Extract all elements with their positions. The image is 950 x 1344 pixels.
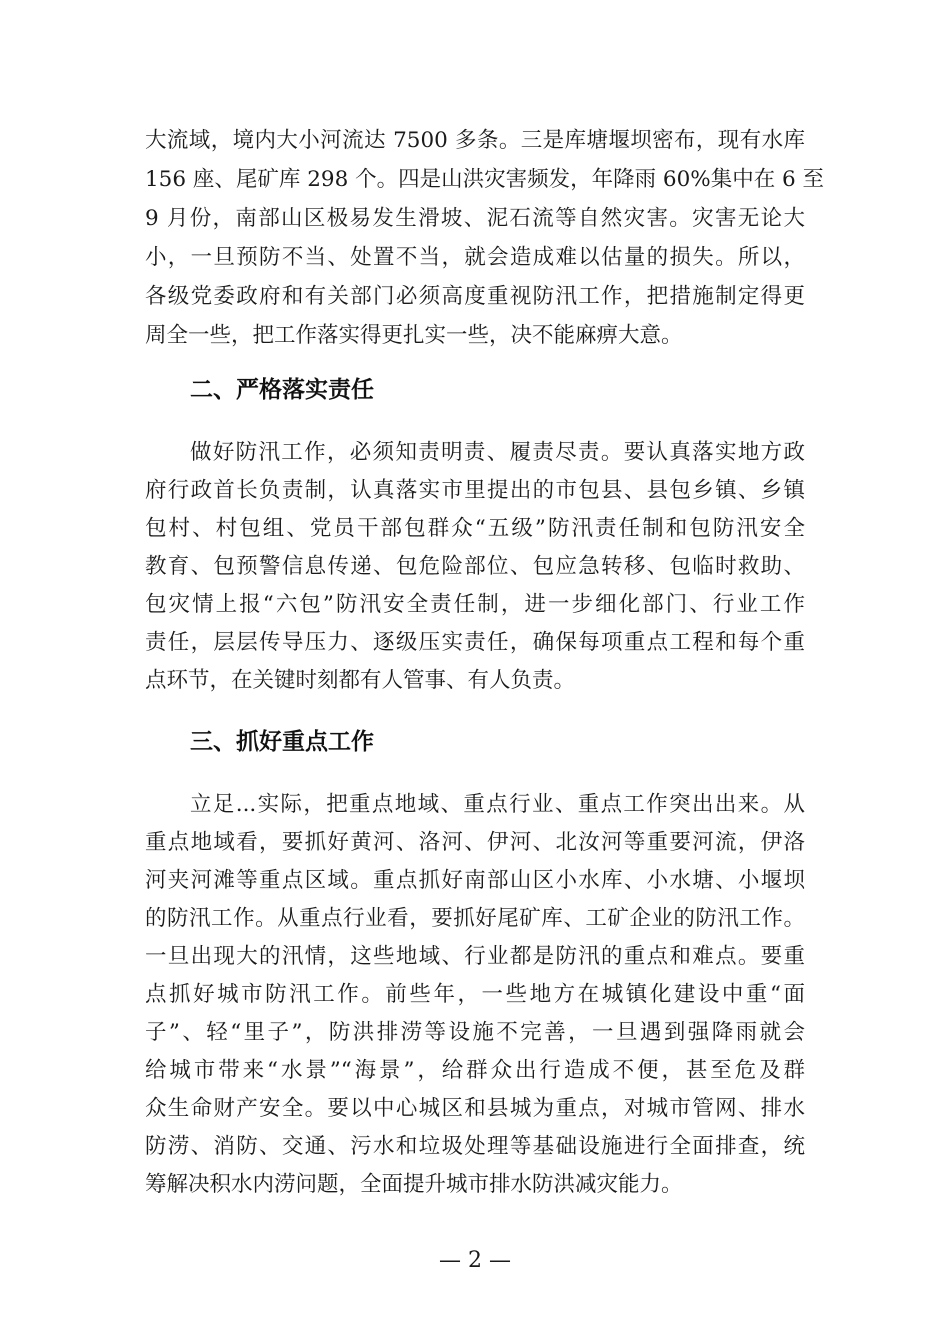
body-text-line: 点环节，在关键时刻都有人管事、有人负责。 [145,668,576,693]
body-text-line: 小，一旦预防不当、处置不当，就会造成难以估量的损失。所以， [145,245,805,270]
body-text-line: 河夹河滩等重点区域。重点抓好南部山区小水库、小水塘、小堰坝 [145,868,805,893]
body-text-line: 筹解决积水内涝问题，全面提升城市排水防洪减灾能力。 [145,1172,683,1197]
page-number: — 2 — [439,1248,511,1273]
body-text-line: 一旦出现大的汛情，这些地域、行业都是防汛的重点和难点。要重 [145,944,805,969]
section-heading-key-work: 三、抓好重点工作 [190,729,374,755]
body-text-line: 府行政首长负责制，认真落实市里提出的市包县、县包乡镇、乡镇 [145,478,805,503]
body-text-line: 156 座、尾矿库 298 个。四是山洪灾害频发，年降雨 60%集中在 6 至 [145,167,825,192]
body-text-line: 众生命财产安全。要以中心城区和县城为重点，对城市管网、排水 [145,1096,805,1121]
section-heading-responsibility: 二、严格落实责任 [190,377,374,403]
body-text-line: 给城市带来“水景”“海景”，给群众出行造成不便，甚至危及群 [145,1058,805,1083]
body-text-line: 9 月份，南部山区极易发生滑坡、泥石流等自然灾害。灾害无论大 [145,206,805,231]
body-text-line: 做好防汛工作，必须知责明责、履责尽责。要认真落实地方政 [190,440,805,465]
body-text-line: 点抓好城市防汛工作。前些年，一些地方在城镇化建设中重“面 [145,982,805,1007]
body-text-line: 的防汛工作。从重点行业看，要抓好尾矿库、工矿企业的防汛工作。 [145,906,805,931]
body-text-line: 周全一些，把工作落实得更扎实一些，决不能麻痹大意。 [145,323,683,348]
body-text-line: 责任，层层传导压力、逐级压实责任，确保每项重点工程和每个重 [145,630,805,655]
body-text-line: 防涝、消防、交通、污水和垃圾处理等基础设施进行全面排查，统 [145,1134,805,1159]
body-text-line: 子”、轻“里子”，防洪排涝等设施不完善，一旦遇到强降雨就会 [145,1020,805,1045]
body-text-line: 包灾情上报“六包”防汛安全责任制，进一步细化部门、行业工作 [145,592,805,617]
body-text-line: 立足...实际，把重点地域、重点行业、重点工作突出出来。从 [190,792,805,817]
body-text-line: 包村、村包组、党员干部包群众“五级”防汛责任制和包防汛安全 [145,516,805,541]
body-text-line: 大流域，境内大小河流达 7500 多条。三是库塘堰坝密布，现有水库 [145,128,805,153]
body-text-line: 各级党委政府和有关部门必须高度重视防汛工作，把措施制定得更 [145,284,805,309]
body-text-line: 教育、包预警信息传递、包危险部位、包应急转移、包临时救助、 [145,554,805,579]
body-text-line: 重点地域看，要抓好黄河、洛河、伊河、北汝河等重要河流，伊洛 [145,830,805,855]
